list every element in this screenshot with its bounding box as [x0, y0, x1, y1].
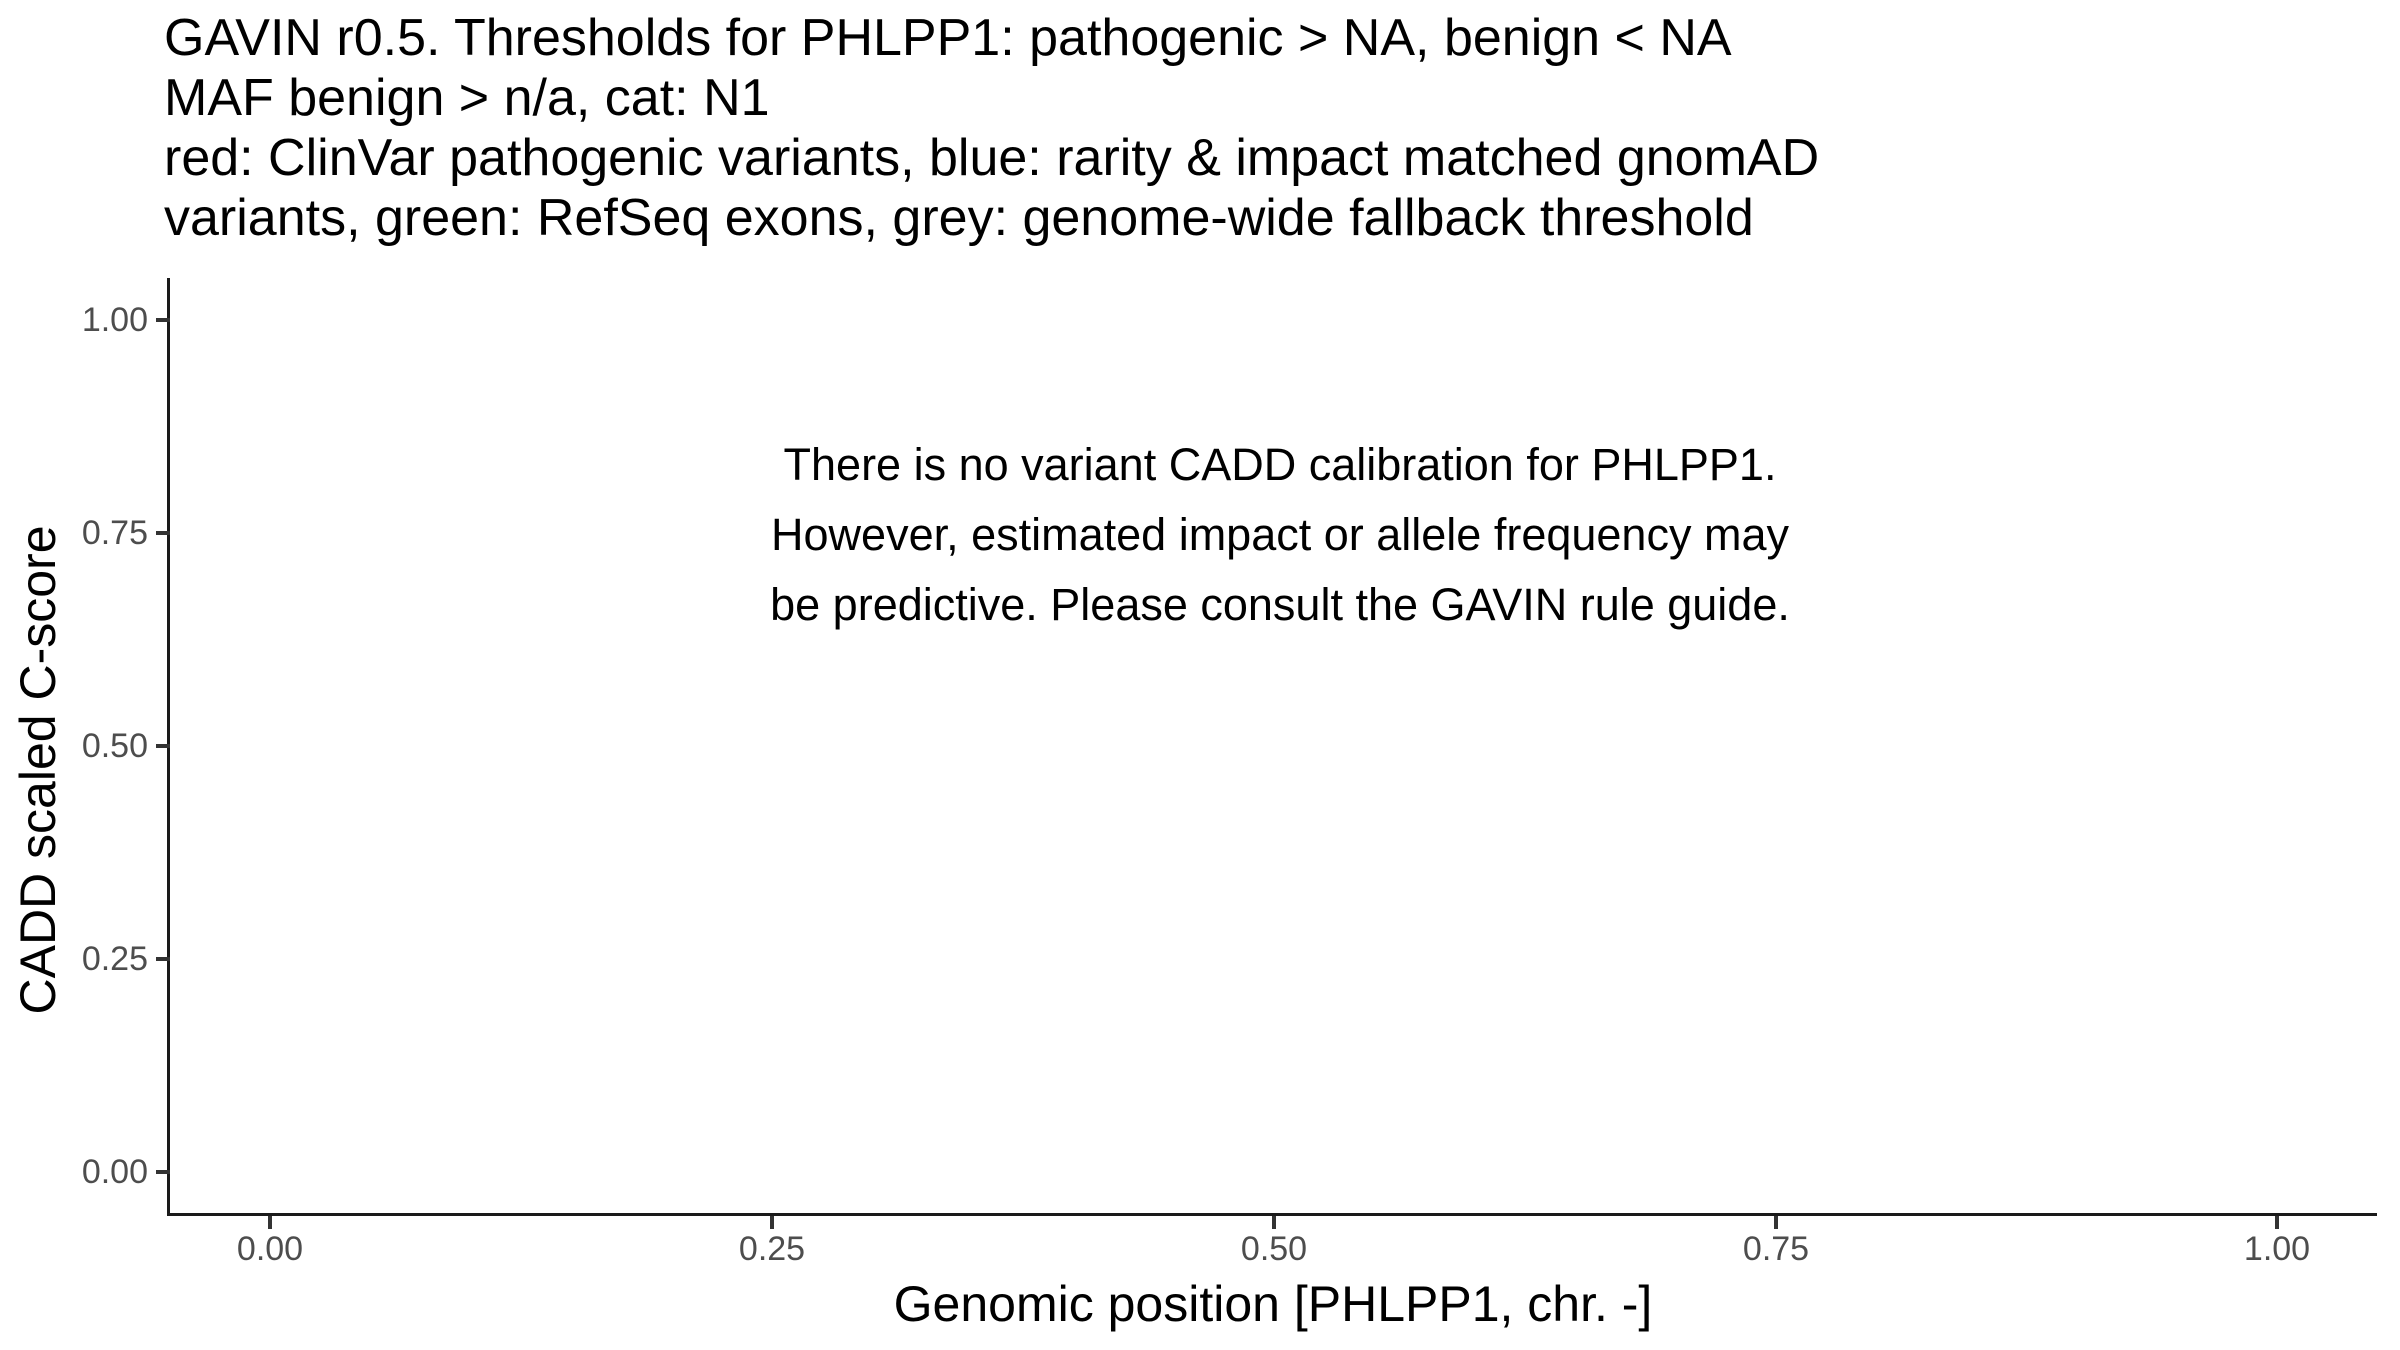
no-calibration-message-line-2: However, estimated impact or allele frequency may — [771, 509, 1789, 560]
x-tick-label: 1.00 — [2243, 1230, 2311, 1268]
no-calibration-message-line-1: There is no variant CADD calibration for PHLPP1. — [783, 439, 1777, 490]
y-tick-label: 0.50 — [81, 727, 148, 765]
x-tick-mark — [2275, 1216, 2279, 1229]
y-tick-label: 0.00 — [81, 1153, 148, 1191]
y-tick-mark — [156, 957, 170, 961]
y-tick-mark — [156, 318, 170, 322]
y-tick-label: 0.25 — [81, 940, 148, 978]
y-axis-title: CADD scaled C-score — [10, 525, 66, 1015]
plot-title-line-2: MAF benign > n/a, cat: N1 — [164, 69, 770, 127]
x-tick-mark — [770, 1216, 774, 1229]
y-tick-mark — [156, 531, 170, 535]
x-axis-title: Genomic position [PHLPP1, chr. -] — [893, 1276, 1653, 1332]
no-calibration-message — [630, 430, 1930, 640]
y-tick-label: 1.00 — [81, 301, 148, 339]
plot-title-line-4: variants, green: RefSeq exons, grey: genome-wide fallback threshold — [164, 189, 1754, 247]
y-tick-label: 0.75 — [81, 514, 148, 552]
plot-title — [164, 8, 1819, 248]
x-tick-label: 0.00 — [236, 1230, 304, 1268]
no-calibration-message-line-3: be predictive. Please consult the GAVIN rule guide. — [770, 579, 1790, 630]
x-tick-label: 0.75 — [1742, 1230, 1810, 1268]
y-tick-mark — [156, 744, 170, 748]
x-tick-label: 0.25 — [738, 1230, 806, 1268]
y-tick-mark — [156, 1170, 170, 1174]
x-tick-mark — [1774, 1216, 1778, 1229]
x-tick-label: 0.50 — [1240, 1230, 1308, 1268]
plot-title-line-1: GAVIN r0.5. Thresholds for PHLPP1: pathogenic > NA, benign < NA — [164, 9, 1732, 67]
x-tick-mark — [268, 1216, 272, 1229]
x-tick-mark — [1272, 1216, 1276, 1229]
plot-title-line-3: red: ClinVar pathogenic variants, blue: rarity & impact matched gnomAD — [164, 129, 1820, 187]
